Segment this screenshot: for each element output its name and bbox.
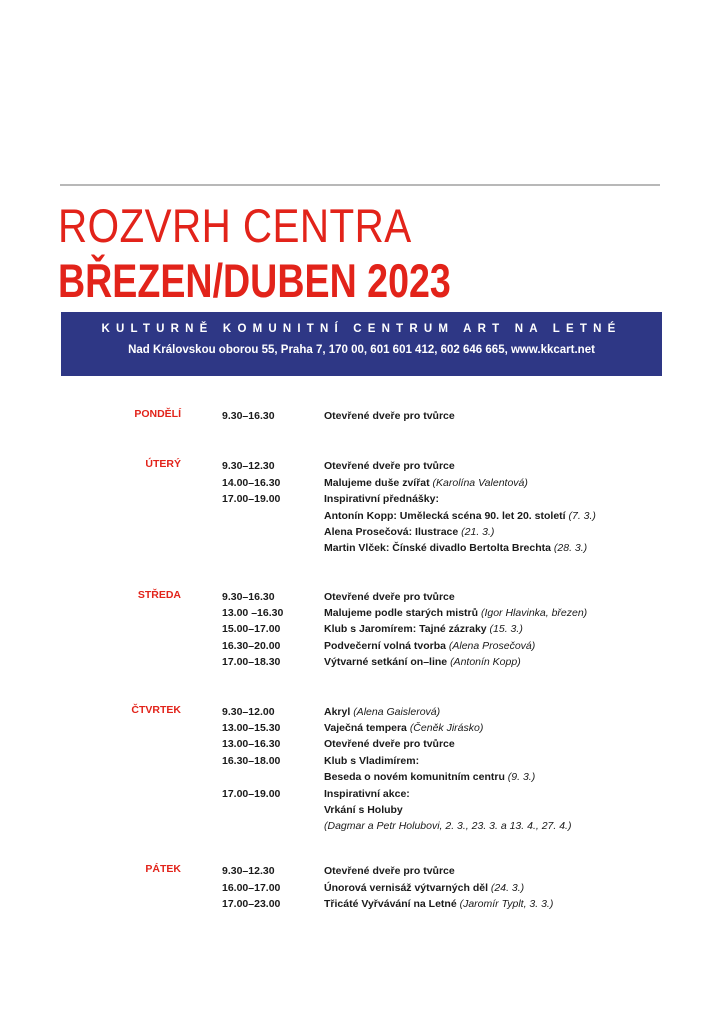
- time-slot: 13.00–15.30: [222, 722, 281, 734]
- activity: Vrkání s Holuby: [324, 804, 403, 816]
- activity: Beseda o novém komunitním centru (9. 3.): [324, 771, 536, 783]
- day-label-tuesday: ÚTERÝ: [145, 458, 181, 470]
- activity: Otevřené dveře pro tvůrce: [324, 591, 455, 603]
- time-slot: 9.30–12.30: [222, 460, 275, 472]
- activity: Třicáté Vyřvávání na Letné (Jaromír Typlt, 3. 3.): [324, 898, 554, 910]
- activity: Klub s Vladimírem:: [324, 755, 420, 767]
- activity: Otevřené dveře pro tvůrce: [324, 460, 455, 472]
- activity: Alena Prosečová: Ilustrace (21. 3.): [324, 526, 495, 538]
- activity: Antonín Kopp: Umělecká scéna 90. let 20. století (7. 3.): [324, 510, 596, 522]
- page-subtitle: BŘEZEN/DUBEN 2023: [58, 254, 451, 307]
- day-label-thursday: ČTVRTEK: [131, 704, 181, 716]
- time-slot: 17.00–18.30: [222, 656, 281, 668]
- activity: Akryl (Alena Gaislerová): [324, 706, 441, 718]
- time-slot: 17.00–23.00: [222, 898, 281, 910]
- time-slot: 9.30–16.30: [222, 591, 275, 603]
- activity: Malujeme duše zvířat (Karolína Valentová): [324, 477, 528, 489]
- activity: (Dagmar a Petr Holubovi, 2. 3., 23. 3. a 13. 4., 27. 4.): [324, 820, 572, 832]
- time-slot: 17.00–19.00: [222, 788, 281, 800]
- top-divider: [60, 184, 660, 186]
- activity: Inspirativní akce:: [324, 788, 410, 800]
- organization-banner: [61, 312, 662, 376]
- activity: Únorová vernisáž výtvarných děl (24. 3.): [324, 882, 525, 894]
- activity: Klub s Jaromírem: Tajné zázraky (15. 3.): [324, 623, 523, 635]
- day-label-wednesday: STŘEDA: [137, 589, 181, 601]
- time-slot: 9.30–12.00: [222, 706, 275, 718]
- day-label-monday: PONDĚLÍ: [134, 408, 181, 420]
- activity: Martin Vlček: Čínské divadlo Bertolta Brechta (28. 3.): [324, 542, 588, 554]
- activity: Výtvarné setkání on–line (Antonín Kopp): [324, 656, 521, 668]
- time-slot: 9.30–12.30: [222, 865, 275, 877]
- time-slot: 9.30–16.30: [222, 410, 275, 422]
- organization-name: KULTURNĚ KOMUNITNÍ CENTRUM ART NA LETNÉ: [101, 323, 622, 335]
- time-slot: 16.00–17.00: [222, 882, 281, 894]
- page-title: ROZVRH CENTRA: [58, 199, 412, 252]
- organization-address: Nad Královskou oborou 55, Praha 7, 170 00, 601 601 412, 602 646 665, www.kkcart.net: [128, 344, 595, 356]
- time-slot: 15.00–17.00: [222, 623, 281, 635]
- time-slot: 17.00–19.00: [222, 493, 281, 505]
- day-label-friday: PÁTEK: [145, 863, 181, 875]
- activity: Inspirativní přednášky:: [324, 493, 439, 505]
- activity: Otevřené dveře pro tvůrce: [324, 738, 455, 750]
- activity: Vaječná tempera (Čeněk Jirásko): [324, 722, 484, 734]
- time-slot: 16.30–20.00: [222, 640, 281, 652]
- time-slot: 13.00–16.30: [222, 738, 281, 750]
- time-slot: 13.00 –16.30: [222, 607, 284, 619]
- activity: Otevřené dveře pro tvůrce: [324, 865, 455, 877]
- activity: Podvečerní volná tvorba (Alena Prosečová): [324, 640, 536, 652]
- time-slot: 14.00–16.30: [222, 477, 281, 489]
- activity: Otevřené dveře pro tvůrce: [324, 410, 455, 422]
- time-slot: 16.30–18.00: [222, 755, 281, 767]
- activity: Malujeme podle starých mistrů (Igor Hlavinka, březen): [324, 607, 588, 619]
